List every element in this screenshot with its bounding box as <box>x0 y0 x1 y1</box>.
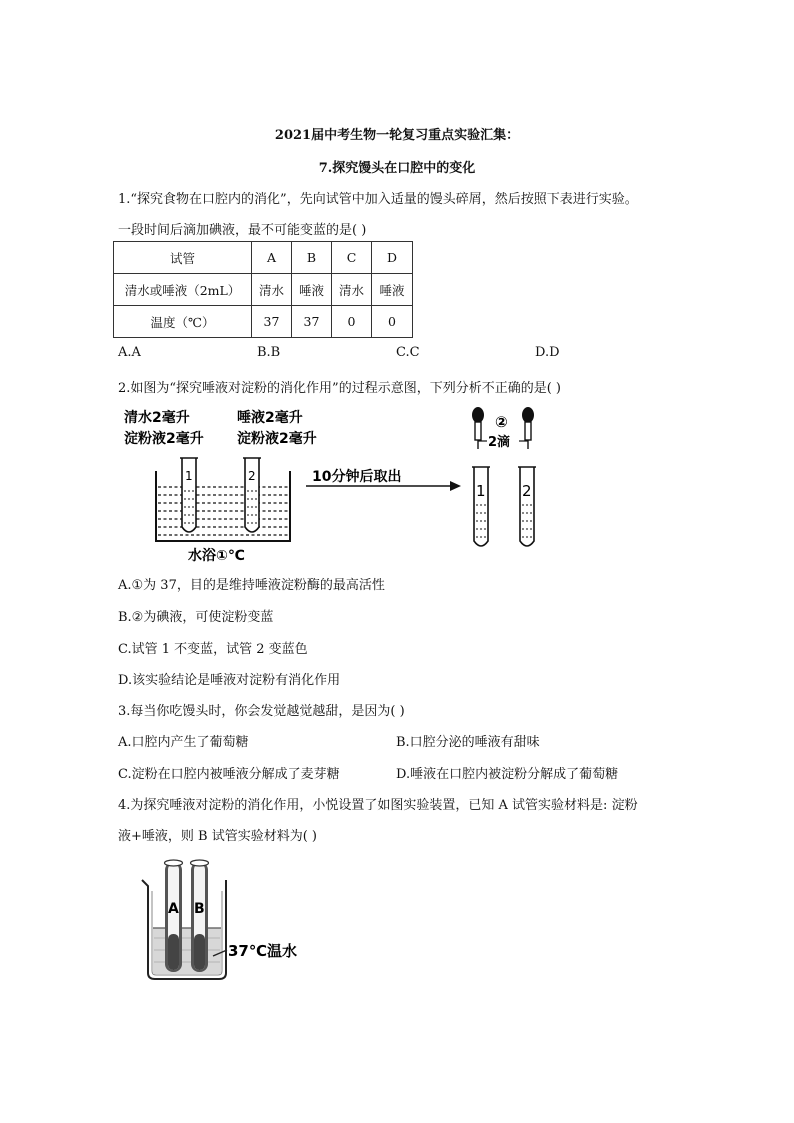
tube-a-label: A <box>168 901 179 917</box>
q1-option-d: D.D <box>535 345 560 360</box>
q3-option-b: B.口腔分泌的唾液有甜味 <box>396 735 540 750</box>
q3-option-d: D.唾液在口腔内被淀粉分解成了葡萄糖 <box>396 767 619 782</box>
water-bath-label: 水浴①℃ <box>188 548 245 564</box>
table-cell: 清水 <box>252 274 292 306</box>
table-header-cell: C <box>332 242 372 274</box>
table-cell: 37 <box>252 306 292 338</box>
table-header-cell: A <box>252 242 292 274</box>
q1-option-b: B.B <box>257 345 281 360</box>
table-header-cell: D <box>372 242 413 274</box>
test-tube-a <box>165 860 183 972</box>
q1-option-c: C.C <box>396 345 420 360</box>
test-tube-b <box>191 860 209 972</box>
document-subtitle: 7.探究馒头在口腔中的变化 <box>318 161 476 176</box>
table-cell: 清水或唾液（2mL） <box>114 274 252 306</box>
table-cell: 0 <box>332 306 372 338</box>
q3-stem: 3.每当你吃馒头时，你会发觉越觉越甜，是因为( ) <box>118 704 405 719</box>
table-cell: 37 <box>292 306 332 338</box>
q1-stem-line2: 一段时间后滴加碘液，最不可能变蓝的是( ) <box>118 223 367 238</box>
table-cell: 唾液 <box>292 274 332 306</box>
water-bath-beaker <box>156 471 290 541</box>
q3-option-c: C.淀粉在口腔内被唾液分解成了麦芽糖 <box>118 767 340 782</box>
tube1-number: 1 <box>185 469 193 483</box>
q1-experiment-table <box>113 241 413 338</box>
q1-option-a: A.A <box>118 345 141 360</box>
reagent-mark: ② <box>495 413 508 431</box>
arrow-label: 10分钟后取出 <box>312 469 402 485</box>
tube2-number: 2 <box>248 469 256 483</box>
tube2-label-line2: 淀粉液2毫升 <box>237 431 317 447</box>
q1-stem-line1: 1.“探究食物在口腔内的消化”，先向试管中加入适量的馒头碎屑，然后按照下表进行实验。 <box>118 192 638 207</box>
tube-b-label: B <box>194 901 205 917</box>
q4-stem-line1: 4.为探究唾液对淀粉的消化作用，小悦设置了如图实验装置，已知 A 试管实验材料是: 淀粉 <box>118 798 638 813</box>
q2-stem: 2.如图为“探究唾液对淀粉的消化作用”的过程示意图，下列分析不正确的是( ) <box>118 381 561 396</box>
table-row <box>114 274 413 306</box>
table-cell: 0 <box>372 306 413 338</box>
tube1-label-line1: 清水2毫升 <box>124 410 190 426</box>
table-row <box>114 306 413 338</box>
tube2-label-line1: 唾液2毫升 <box>237 410 303 426</box>
test-tube-1-removed <box>472 467 490 546</box>
q4-stem-line2: 液+唾液，则 B 试管实验材料为( ) <box>118 829 317 844</box>
document-title: 2021届中考生物一轮复习重点实验汇集： <box>274 128 520 143</box>
q2-option-b: B.②为碘液，可使淀粉变蓝 <box>118 610 274 625</box>
tube2-number-removed: 2 <box>522 482 532 500</box>
table-header-row <box>114 242 413 274</box>
beaker <box>142 880 226 979</box>
q2-iodine-figure <box>455 403 565 553</box>
table-cell: 温度（℃） <box>114 306 252 338</box>
q2-figure <box>118 403 478 565</box>
q2-option-a: A.①为 37，目的是维持唾液淀粉酶的最高活性 <box>118 578 385 593</box>
drop-count-label: 2滴 <box>488 435 511 450</box>
q2-option-d: D.该实验结论是唾液对淀粉有消化作用 <box>118 673 341 688</box>
q4-figure <box>128 858 318 983</box>
tube1-number-removed: 1 <box>476 482 486 500</box>
test-tube-2-removed <box>518 467 536 546</box>
test-tube-1 <box>180 458 198 532</box>
table-header-cell: 试管 <box>114 242 252 274</box>
tube1-label-line2: 淀粉液2毫升 <box>124 431 204 447</box>
q2-option-c: C.试管 1 不变蓝，试管 2 变蓝色 <box>118 642 308 657</box>
table-cell: 清水 <box>332 274 372 306</box>
table-cell: 唾液 <box>372 274 413 306</box>
q3-option-a: A.口腔内产生了葡萄糖 <box>118 735 249 750</box>
dropper-icon <box>522 407 534 449</box>
test-tube-2 <box>243 458 261 532</box>
water-temp-label: 37℃温水 <box>228 942 298 960</box>
table-header-cell: B <box>292 242 332 274</box>
dropper-icon <box>472 407 484 449</box>
